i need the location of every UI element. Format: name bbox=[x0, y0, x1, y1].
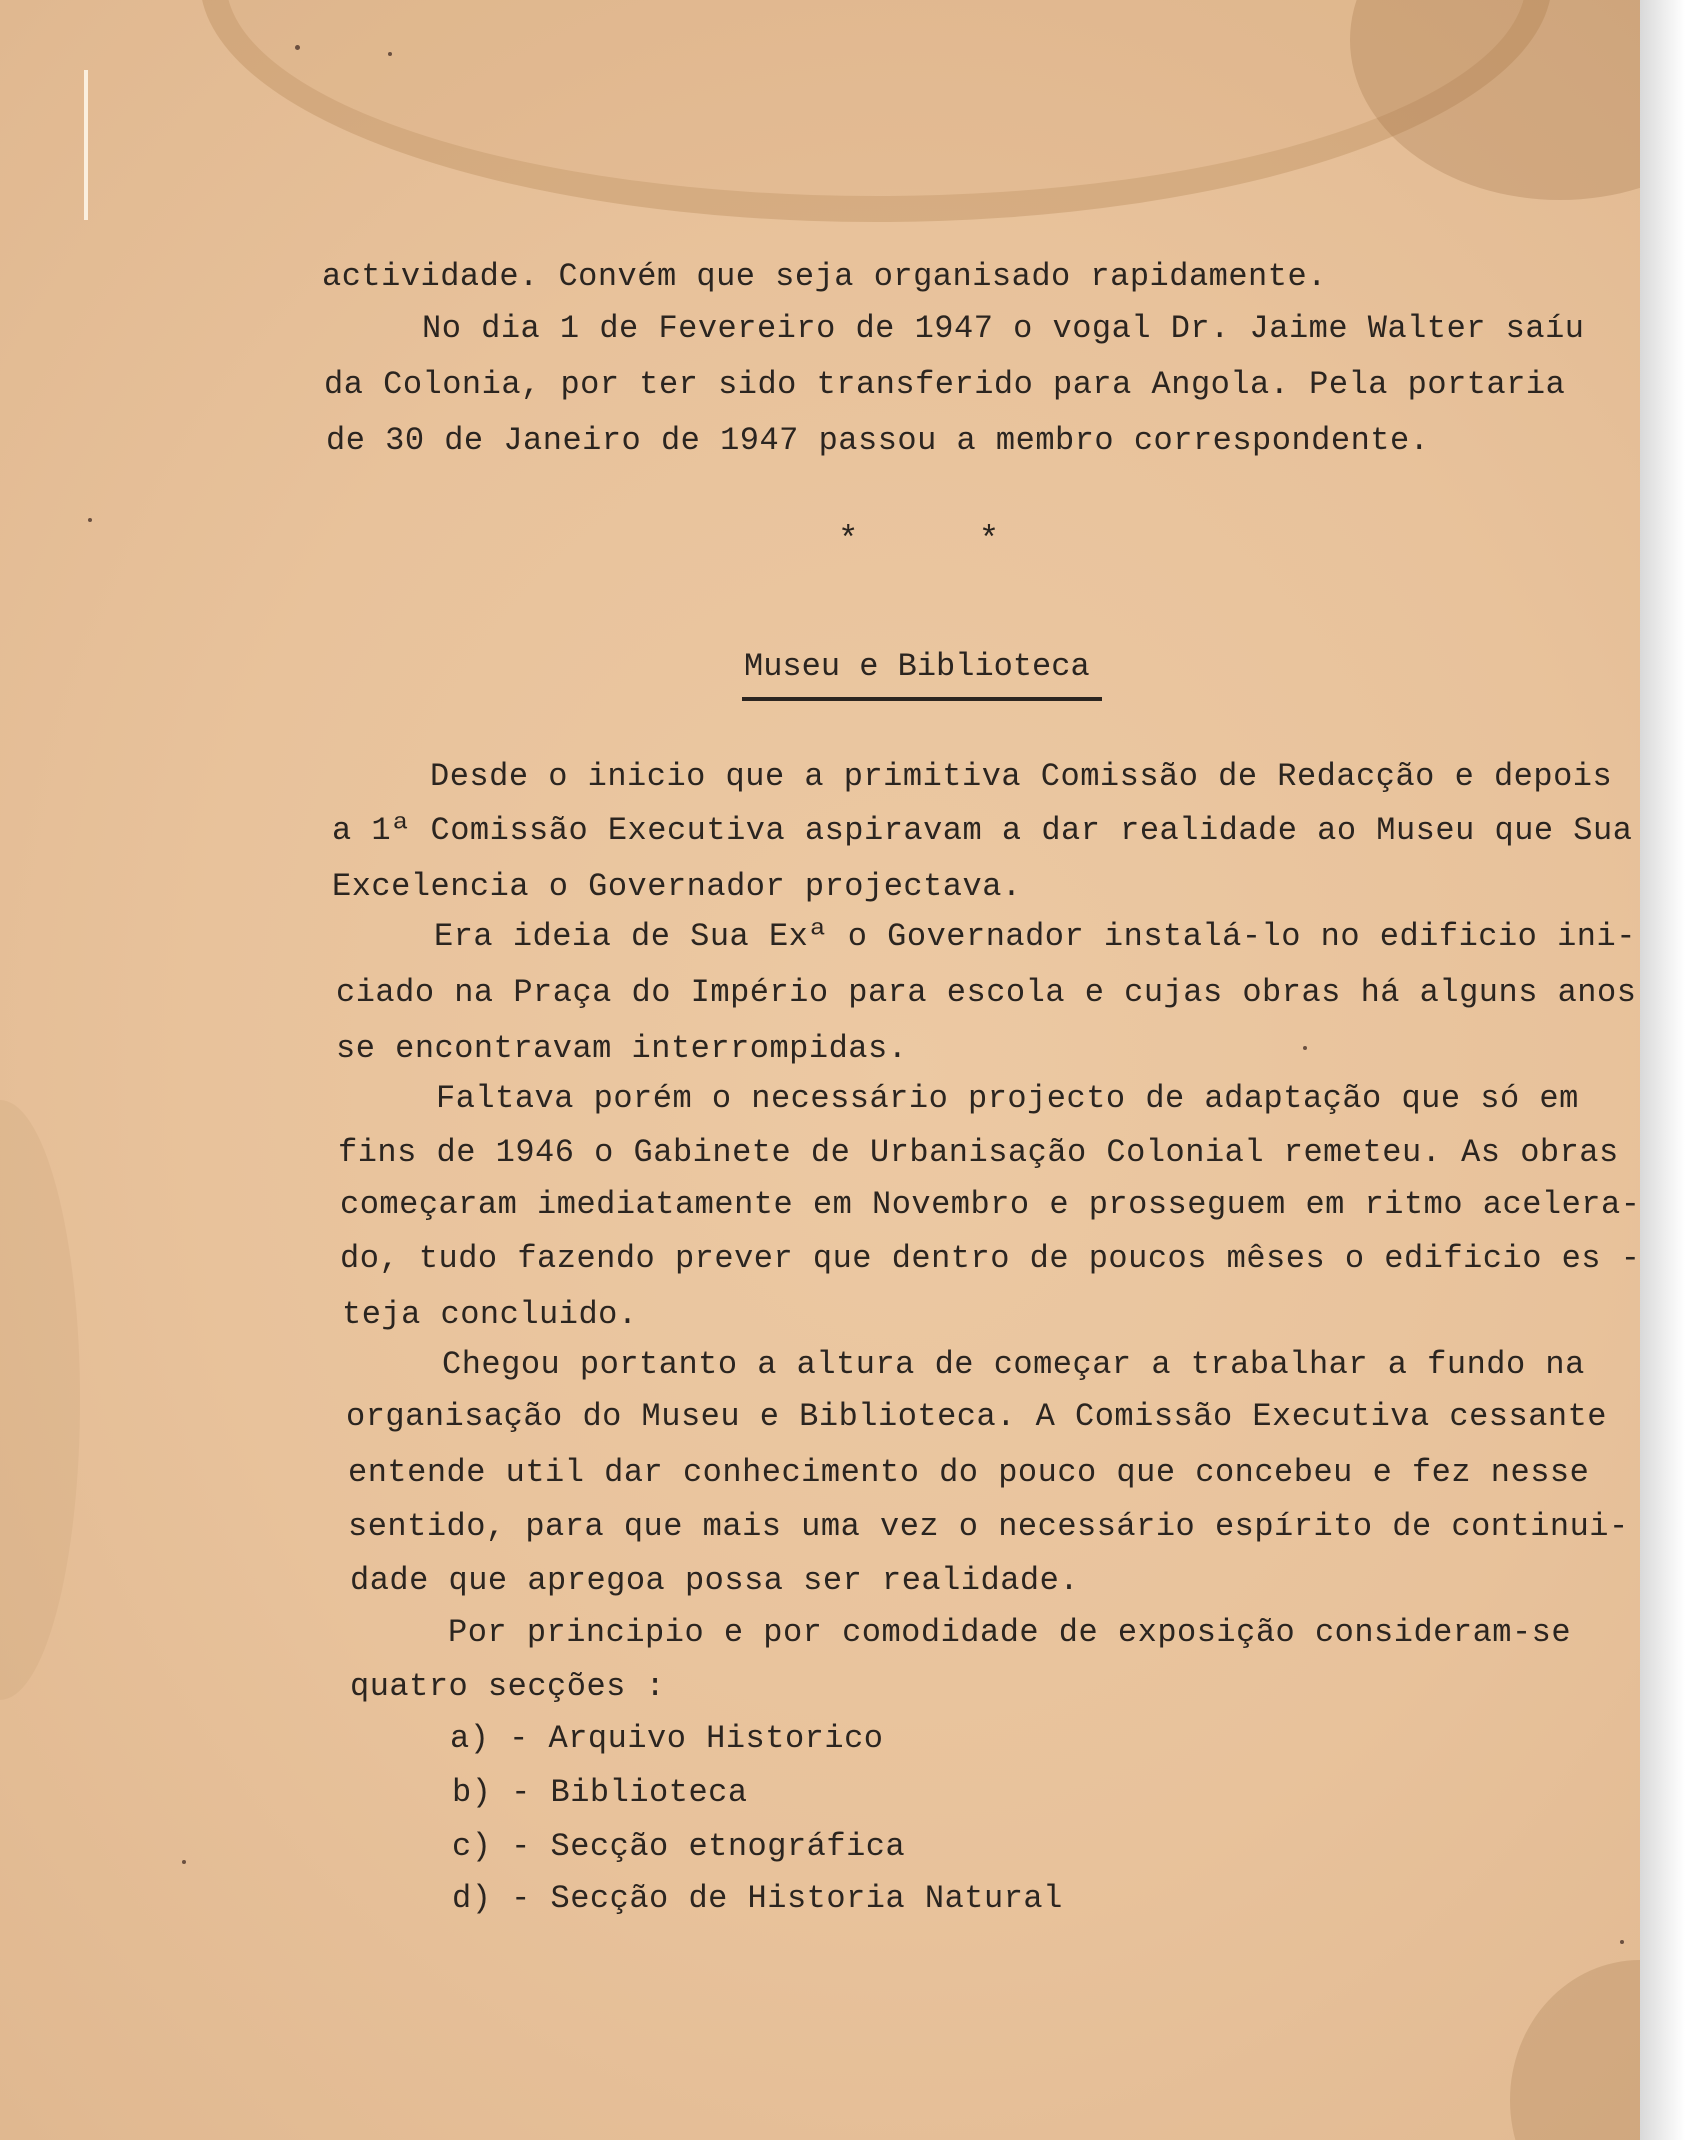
text-line: Desde o inicio que a primitiva Comissão de Redacção e depois bbox=[430, 758, 1613, 795]
text-line: de 30 de Janeiro de 1947 passou a membro correspondente. bbox=[326, 422, 1430, 459]
list-item: a) - Arquivo Historico bbox=[450, 1720, 884, 1757]
corner-stain bbox=[1510, 1960, 1640, 2140]
paper-speck bbox=[295, 45, 300, 50]
text-line: Excelencia o Governador projectava. bbox=[332, 868, 1022, 905]
section-title: Museu e Biblioteca bbox=[744, 648, 1090, 685]
text-line: entende util dar conhecimento do pouco que concebeu e fez nesse bbox=[348, 1454, 1590, 1491]
text-line: ciado na Praça do Império para escola e cujas obras há alguns anos bbox=[336, 974, 1637, 1011]
paper-speck bbox=[1620, 1940, 1624, 1944]
water-stain bbox=[200, 0, 1552, 222]
title-underline bbox=[742, 697, 1102, 701]
list-item: d) - Secção de Historia Natural bbox=[452, 1880, 1063, 1917]
paper-speck bbox=[388, 52, 392, 56]
paper-speck bbox=[182, 1860, 186, 1864]
text-line: fins de 1946 o Gabinete de Urbanisação Colonial remeteu. As obras bbox=[338, 1134, 1619, 1171]
text-line: sentido, para que mais uma vez o necessário espírito de continui- bbox=[348, 1508, 1629, 1545]
text-line: a 1ª Comissão Executiva aspiravam a dar realidade ao Museu que Sua bbox=[332, 812, 1633, 849]
edge-stain bbox=[0, 1100, 80, 1700]
text-line: organisação do Museu e Biblioteca. A Comissão Executiva cessante bbox=[346, 1398, 1607, 1435]
text-line: Faltava porém o necessário projecto de adaptação que só em bbox=[436, 1080, 1579, 1117]
section-separator: * * bbox=[838, 522, 1050, 560]
text-line: Chegou portanto a altura de começar a trabalhar a fundo na bbox=[442, 1346, 1585, 1383]
list-item: b) - Biblioteca bbox=[452, 1774, 748, 1811]
paper-speck bbox=[88, 518, 92, 522]
corner-stain bbox=[1350, 0, 1640, 200]
text-line: No dia 1 de Fevereiro de 1947 o vogal Dr. Jaime Walter saíu bbox=[422, 310, 1585, 347]
paper-speck bbox=[1303, 1046, 1307, 1050]
text-line: teja concluido. bbox=[342, 1296, 638, 1333]
text-line: do, tudo fazendo prever que dentro de poucos mêses o edificio es - bbox=[340, 1240, 1640, 1277]
paper-crease bbox=[84, 70, 88, 220]
text-line: da Colonia, por ter sido transferido para Angola. Pela portaria bbox=[324, 366, 1566, 403]
text-line: quatro secções : bbox=[350, 1668, 666, 1705]
text-line: dade que apregoa possa ser realidade. bbox=[350, 1562, 1080, 1599]
text-line: Era ideia de Sua Exª o Governador instalá-lo no edificio ini- bbox=[434, 918, 1636, 955]
text-line: começaram imediatamente em Novembro e prosseguem em ritmo acelera- bbox=[340, 1186, 1640, 1223]
text-line: Por principio e por comodidade de exposição consideram-se bbox=[448, 1614, 1572, 1651]
scan-background-edge bbox=[1640, 0, 1685, 2140]
text-line: se encontravam interrompidas. bbox=[336, 1030, 908, 1067]
text-line: actividade. Convém que seja organisado rapidamente. bbox=[322, 258, 1327, 295]
list-item: c) - Secção etnográfica bbox=[452, 1828, 906, 1865]
